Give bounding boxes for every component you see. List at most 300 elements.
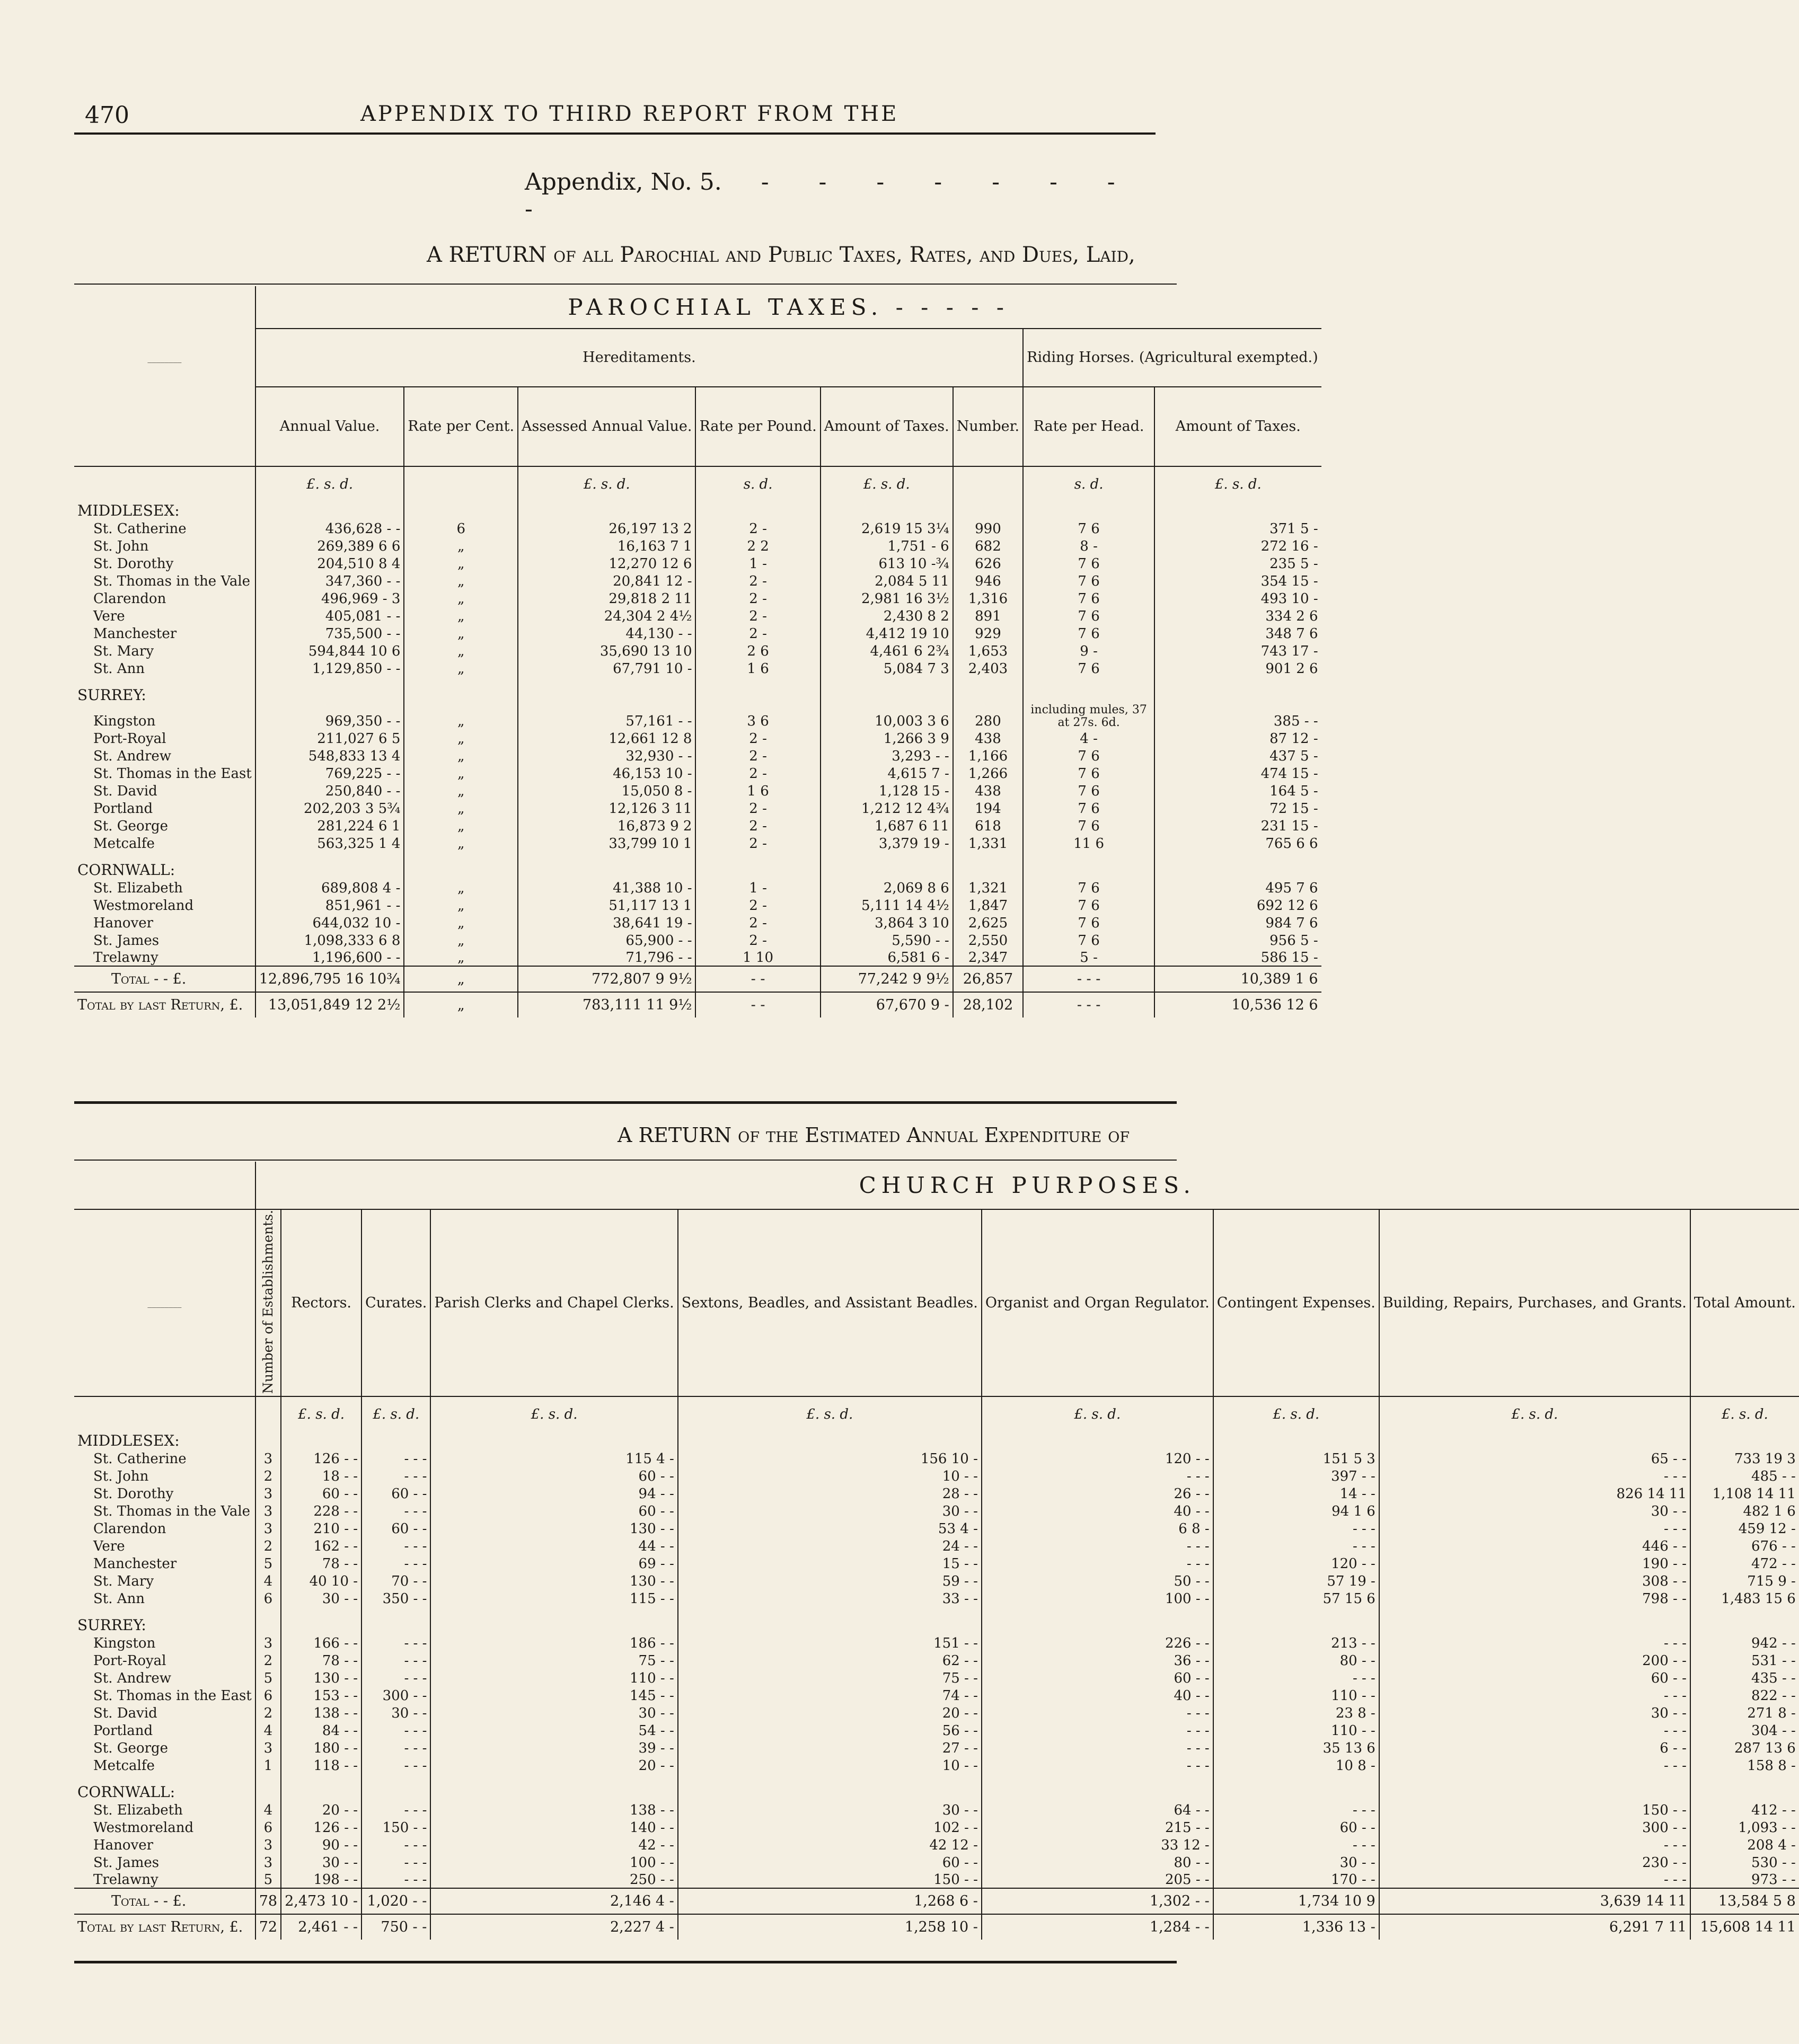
- curates-cell: - - -: [361, 1669, 430, 1686]
- amount-of-taxes-cell: 3,293 - -: [821, 747, 953, 764]
- assessed-value-cell: 16,163 7 1: [518, 537, 695, 554]
- table-row: [74, 642, 1321, 659]
- building-cell: 6 - -: [1379, 1739, 1690, 1756]
- horse-number-cell: 946: [953, 572, 1023, 589]
- county-section-row: [74, 852, 1321, 879]
- table-row: [74, 879, 1321, 896]
- rectors-cell: 162 - -: [281, 1537, 361, 1554]
- assessed-value-cell: 57,161 - -: [518, 704, 695, 729]
- rate-per-pound-cell: 2 -: [695, 914, 820, 931]
- curates-cell: 60 - -: [361, 1519, 430, 1537]
- rate-per-cent-cell: „: [404, 879, 518, 896]
- amount-of-taxes-cell: 4,461 6 2¾: [821, 642, 953, 659]
- parish-name: St. David: [93, 783, 157, 799]
- unit-label: £. s. d.: [1690, 1396, 1799, 1422]
- organist-cell: 1,284 - -: [982, 1914, 1213, 1940]
- building-cell: - - -: [1379, 1871, 1690, 1888]
- rate-per-head-cell: 7 6: [1023, 554, 1154, 572]
- establishments-cell: 5: [255, 1669, 281, 1686]
- rate-per-cent-cell: „: [404, 747, 518, 764]
- sextons-cell: 56 - -: [678, 1721, 982, 1739]
- contingent-cell: 57 19 -: [1213, 1572, 1379, 1589]
- contingent-cell: 23 8 -: [1213, 1704, 1379, 1721]
- horse-amount-cell: 474 15 -: [1154, 764, 1321, 782]
- horse-number-cell: 26,857: [953, 966, 1023, 992]
- rectors-cell: 138 - -: [281, 1704, 361, 1721]
- unit-label: £. s. d.: [281, 1396, 361, 1422]
- establishments-cell: 1: [255, 1756, 281, 1774]
- curates-cell: - - -: [361, 1853, 430, 1871]
- organist-cell: 50 - -: [982, 1572, 1213, 1589]
- organist-cell: 60 - -: [982, 1669, 1213, 1686]
- contingent-cell: 94 1 6: [1213, 1502, 1379, 1519]
- parish-name: St. Elizabeth: [93, 880, 183, 896]
- county-section-row: [74, 1774, 1799, 1801]
- assessed-value-cell: 71,796 - -: [518, 949, 695, 966]
- curates-cell: - - -: [361, 1554, 430, 1572]
- stub-rule-2: ________: [147, 1298, 182, 1308]
- total-amount-cell: 472 - -: [1690, 1554, 1799, 1572]
- curates-cell: 60 - -: [361, 1484, 430, 1502]
- rate-per-head-cell: 7 6: [1023, 659, 1154, 677]
- col-contingent: Contingent Expenses.: [1213, 1209, 1379, 1396]
- unit-label: £. s. d.: [518, 466, 695, 492]
- rate-per-pound-cell: 2 -: [695, 624, 820, 642]
- unit-label: £. s. d.: [821, 466, 953, 492]
- horse-number-cell: 618: [953, 817, 1023, 834]
- organist-cell: 1,302 - -: [982, 1888, 1213, 1914]
- rectors-cell: 118 - -: [281, 1756, 361, 1774]
- assessed-value-cell: 12,270 12 6: [518, 554, 695, 572]
- organist-cell: 226 - -: [982, 1634, 1213, 1651]
- amount-of-taxes-cell: 4,412 19 10: [821, 624, 953, 642]
- rate-per-cent-cell: 6: [404, 519, 518, 537]
- sextons-cell: 24 - -: [678, 1537, 982, 1554]
- total-amount-cell: 942 - -: [1690, 1634, 1799, 1651]
- organist-cell: 6 8 -: [982, 1519, 1213, 1537]
- contingent-cell: - - -: [1213, 1537, 1379, 1554]
- curates-cell: - - -: [361, 1651, 430, 1669]
- curates-cell: 750 - -: [361, 1914, 430, 1940]
- contingent-cell: 10 8 -: [1213, 1756, 1379, 1774]
- organist-cell: 100 - -: [982, 1589, 1213, 1607]
- table-row: [74, 1801, 1799, 1818]
- horse-number-cell: 891: [953, 607, 1023, 624]
- annual-value-cell: 735,500 - -: [255, 624, 404, 642]
- rate-per-pound-cell: 2 -: [695, 729, 820, 747]
- establishments-cell: 4: [255, 1801, 281, 1818]
- rate-per-head-cell: 7 6: [1023, 782, 1154, 799]
- horse-number-cell: 1,316: [953, 589, 1023, 607]
- total-amount-cell: 822 - -: [1690, 1686, 1799, 1704]
- rate-per-pound-cell: 3 6: [695, 704, 820, 729]
- total-amount-cell: 1,108 14 11: [1690, 1484, 1799, 1502]
- building-cell: - - -: [1379, 1634, 1690, 1651]
- horse-number-cell: 280: [953, 704, 1023, 729]
- rate-per-pound-cell: 2 6: [695, 642, 820, 659]
- contingent-cell: - - -: [1213, 1836, 1379, 1853]
- rectors-cell: 20 - -: [281, 1801, 361, 1818]
- amount-of-taxes-cell: 5,111 14 4½: [821, 896, 953, 914]
- contingent-cell: 110 - -: [1213, 1686, 1379, 1704]
- parish-name: Kingston: [93, 1635, 156, 1652]
- rate-per-head-cell: 7 6: [1023, 747, 1154, 764]
- total-amount-cell: 1,483 15 6: [1690, 1589, 1799, 1607]
- horse-number-cell: 929: [953, 624, 1023, 642]
- contingent-cell: 35 13 6: [1213, 1739, 1379, 1756]
- rate-per-cent-cell: „: [404, 992, 518, 1017]
- organist-cell: 215 - -: [982, 1818, 1213, 1836]
- parish-name: St. Mary: [93, 1573, 154, 1590]
- total-amount-cell: 530 - -: [1690, 1853, 1799, 1871]
- annual-value-cell: 13,051,849 12 2½: [255, 992, 404, 1017]
- table-row: [74, 931, 1321, 949]
- rectors-cell: 126 - -: [281, 1818, 361, 1836]
- building-cell: 65 - -: [1379, 1449, 1690, 1467]
- table-row: [74, 1651, 1799, 1669]
- horse-amount-cell: 272 16 -: [1154, 537, 1321, 554]
- establishments-cell: 3: [255, 1739, 281, 1756]
- horse-amount-cell: 348 7 6: [1154, 624, 1321, 642]
- establishments-cell: 72: [255, 1914, 281, 1940]
- county-heading: MIDDLESEX:: [77, 1432, 180, 1450]
- building-cell: - - -: [1379, 1686, 1690, 1704]
- col-amount-of-taxes: Amount of Taxes.: [821, 387, 953, 466]
- rate-per-head-cell: - - -: [1023, 966, 1154, 992]
- parish-name: St. David: [93, 1705, 157, 1722]
- amount-of-taxes-cell: 5,084 7 3: [821, 659, 953, 677]
- assessed-value-cell: 783,111 11 9½: [518, 992, 695, 1017]
- curates-cell: - - -: [361, 1537, 430, 1554]
- table-row: [74, 1449, 1799, 1467]
- stub-rule: ________: [147, 352, 182, 363]
- clerks-cell: 30 - -: [430, 1704, 677, 1721]
- rate-per-cent-cell: „: [404, 817, 518, 834]
- annual-value-cell: 202,203 3 5¾: [255, 799, 404, 817]
- rate-per-head-cell: including mules, 37 at 27s. 6d.: [1023, 704, 1154, 729]
- table-row: [74, 607, 1321, 624]
- horse-amount-cell: 743 17 -: [1154, 642, 1321, 659]
- assessed-value-cell: 67,791 10 -: [518, 659, 695, 677]
- total-label: Total - - £.: [74, 966, 255, 992]
- building-cell: 826 14 11: [1379, 1484, 1690, 1502]
- horse-number-cell: 1,266: [953, 764, 1023, 782]
- horse-number-cell: 1,653: [953, 642, 1023, 659]
- horse-amount-cell: 692 12 6: [1154, 896, 1321, 914]
- rate-per-cent-cell: „: [404, 834, 518, 852]
- last-return-row: [74, 992, 1321, 1017]
- building-cell: 446 - -: [1379, 1537, 1690, 1554]
- page-number: 470: [85, 102, 129, 129]
- col-rate-per-head: Rate per Head.: [1023, 387, 1154, 466]
- rectors-cell: 166 - -: [281, 1634, 361, 1651]
- county-section-row: [74, 1422, 1799, 1449]
- amount-of-taxes-cell: 613 10 -¾: [821, 554, 953, 572]
- col-rectors: Rectors.: [281, 1209, 361, 1396]
- sextons-cell: 27 - -: [678, 1739, 982, 1756]
- annual-value-cell: 250,840 - -: [255, 782, 404, 799]
- rectors-cell: 180 - -: [281, 1739, 361, 1756]
- sextons-cell: 59 - -: [678, 1572, 982, 1589]
- building-cell: 230 - -: [1379, 1853, 1690, 1871]
- rectors-cell: 210 - -: [281, 1519, 361, 1537]
- organist-cell: 40 - -: [982, 1686, 1213, 1704]
- parish-name: Clarendon: [93, 591, 166, 607]
- rate-per-cent-cell: „: [404, 782, 518, 799]
- organist-cell: - - -: [982, 1467, 1213, 1484]
- running-title: APPENDIX TO THIRD REPORT FROM THE: [360, 102, 899, 126]
- amount-of-taxes-cell: 2,084 5 11: [821, 572, 953, 589]
- table-row: [74, 1853, 1799, 1871]
- curates-cell: 300 - -: [361, 1686, 430, 1704]
- contingent-cell: 397 - -: [1213, 1467, 1379, 1484]
- table-row: [74, 589, 1321, 607]
- total-amount-cell: 208 4 -: [1690, 1836, 1799, 1853]
- unit-label: [255, 1396, 281, 1422]
- parish-name: St. Thomas in the Vale: [93, 1503, 251, 1520]
- sextons-cell: 15 - -: [678, 1554, 982, 1572]
- parish-name: St. Dorothy: [93, 1486, 174, 1502]
- return2-title: A RETURN of the Estimated Annual Expenditure of: [618, 1123, 1130, 1147]
- parish-name: Metcalfe: [93, 1758, 155, 1774]
- assessed-value-cell: 46,153 10 -: [518, 764, 695, 782]
- contingent-cell: 1,734 10 9: [1213, 1888, 1379, 1914]
- county-section-row: [74, 492, 1321, 519]
- establishments-cell: 6: [255, 1589, 281, 1607]
- rate-per-pound-cell: - -: [695, 992, 820, 1017]
- clerks-cell: 20 - -: [430, 1756, 677, 1774]
- last-return-label: Total by last Return, £.: [74, 992, 255, 1017]
- parish-name: St. Thomas in the East: [93, 766, 252, 782]
- rectors-cell: 2,473 10 -: [281, 1888, 361, 1914]
- parish-name: St. Ann: [93, 1591, 145, 1607]
- col-rate-per-cent: Rate per Cent.: [404, 387, 518, 466]
- establishments-cell: 4: [255, 1572, 281, 1589]
- clerks-cell: 60 - -: [430, 1502, 677, 1519]
- rate-per-head-cell: 7 6: [1023, 764, 1154, 782]
- rate-per-head-cell: 7 6: [1023, 931, 1154, 949]
- establishments-cell: 3: [255, 1502, 281, 1519]
- rectors-cell: 228 - -: [281, 1502, 361, 1519]
- parish-name: Manchester: [93, 626, 177, 642]
- parish-name: Portland: [93, 1723, 153, 1739]
- clerks-cell: 100 - -: [430, 1853, 677, 1871]
- parish-name: Hanover: [93, 1837, 154, 1854]
- curates-cell: - - -: [361, 1449, 430, 1467]
- table-row: [74, 554, 1321, 572]
- establishments-cell: 2: [255, 1537, 281, 1554]
- table-row: [74, 572, 1321, 589]
- col-establishments: Number of Establishments.: [255, 1209, 281, 1396]
- parish-name: Vere: [93, 608, 125, 624]
- table-row: [74, 1669, 1799, 1686]
- organist-cell: - - -: [982, 1721, 1213, 1739]
- rate-per-cent-cell: „: [404, 966, 518, 992]
- clerks-cell: 110 - -: [430, 1669, 677, 1686]
- last-return-row: [74, 1914, 1799, 1940]
- table1-bottom-rule: [74, 1101, 1177, 1104]
- assessed-value-cell: 51,117 13 1: [518, 896, 695, 914]
- establishments-cell: 3: [255, 1519, 281, 1537]
- parish-name: St. John: [93, 1468, 149, 1485]
- parish-name: Metcalfe: [93, 836, 155, 852]
- curates-cell: - - -: [361, 1467, 430, 1484]
- establishments-cell: 6: [255, 1818, 281, 1836]
- horse-number-cell: 626: [953, 554, 1023, 572]
- rate-per-cent-cell: „: [404, 572, 518, 589]
- total-amount-cell: 733 19 3: [1690, 1449, 1799, 1467]
- amount-of-taxes-cell: 5,590 - -: [821, 931, 953, 949]
- amount-of-taxes-cell: 4,615 7 -: [821, 764, 953, 782]
- contingent-cell: 30 - -: [1213, 1853, 1379, 1871]
- assessed-value-cell: 12,126 3 11: [518, 799, 695, 817]
- rectors-cell: 40 10 -: [281, 1572, 361, 1589]
- amount-of-taxes-cell: 1,687 6 11: [821, 817, 953, 834]
- rate-per-pound-cell: 2 -: [695, 589, 820, 607]
- total-amount-cell: 482 1 6: [1690, 1502, 1799, 1519]
- building-cell: - - -: [1379, 1721, 1690, 1739]
- parish-name: Port-Royal: [93, 731, 166, 747]
- county-heading: SURREY:: [77, 1616, 146, 1634]
- unit-label: £. s. d.: [1213, 1396, 1379, 1422]
- annual-value-cell: 548,833 13 4: [255, 747, 404, 764]
- parochial-taxes-title: PAROCHIAL TAXES. - - - - -: [255, 286, 1321, 329]
- rate-per-pound-cell: 2 -: [695, 817, 820, 834]
- establishments-cell: 2: [255, 1651, 281, 1669]
- curates-cell: - - -: [361, 1871, 430, 1888]
- col-annual-value: Annual Value.: [255, 387, 404, 466]
- building-cell: - - -: [1379, 1836, 1690, 1853]
- assessed-value-cell: 65,900 - -: [518, 931, 695, 949]
- total-row: [74, 966, 1321, 992]
- amount-of-taxes-cell: 77,242 9 9½: [821, 966, 953, 992]
- sextons-cell: 10 - -: [678, 1467, 982, 1484]
- parish-name: St. Mary: [93, 643, 154, 659]
- unit-label: [404, 466, 518, 492]
- clerks-cell: 75 - -: [430, 1651, 677, 1669]
- appendix-label: Appendix, No. 5. - - - - - - - -: [525, 169, 1136, 223]
- establishments-cell: 5: [255, 1871, 281, 1888]
- sextons-cell: 102 - -: [678, 1818, 982, 1836]
- parish-name: Trelawny: [93, 950, 158, 966]
- table-row: [74, 1467, 1799, 1484]
- total-amount-cell: 973 - -: [1690, 1871, 1799, 1888]
- rectors-cell: 153 - -: [281, 1686, 361, 1704]
- rate-per-pound-cell: - -: [695, 966, 820, 992]
- annual-value-cell: 269,389 6 6: [255, 537, 404, 554]
- parish-name: Port-Royal: [93, 1653, 166, 1669]
- rate-per-cent-cell: „: [404, 896, 518, 914]
- clerks-cell: 44 - -: [430, 1537, 677, 1554]
- rate-per-pound-cell: 2 2: [695, 537, 820, 554]
- parish-name: St. Dorothy: [93, 556, 174, 572]
- table-row: [74, 659, 1321, 677]
- contingent-cell: 60 - -: [1213, 1818, 1379, 1836]
- parish-name: St. Thomas in the Vale: [93, 573, 251, 589]
- curates-cell: 1,020 - -: [361, 1888, 430, 1914]
- contingent-cell: 213 - -: [1213, 1634, 1379, 1651]
- county-heading: MIDDLESEX:: [77, 502, 180, 519]
- unit-label: £. s. d.: [1379, 1396, 1690, 1422]
- total-amount-cell: 485 - -: [1690, 1467, 1799, 1484]
- clerks-cell: 42 - -: [430, 1836, 677, 1853]
- curates-cell: 350 - -: [361, 1589, 430, 1607]
- organist-cell: 120 - -: [982, 1449, 1213, 1467]
- parish-name: St. John: [93, 538, 149, 554]
- annual-value-cell: 1,196,600 - -: [255, 949, 404, 966]
- annual-value-cell: 644,032 10 -: [255, 914, 404, 931]
- annual-value-cell: 281,224 6 1: [255, 817, 404, 834]
- county-heading: CORNWALL:: [77, 861, 175, 879]
- annual-value-cell: 211,027 6 5: [255, 729, 404, 747]
- county-section-row: [74, 1607, 1799, 1634]
- rate-per-head-cell: 7 6: [1023, 914, 1154, 931]
- sextons-cell: 62 - -: [678, 1651, 982, 1669]
- parish-name: Hanover: [93, 915, 154, 931]
- sextons-cell: 150 - -: [678, 1871, 982, 1888]
- rate-per-cent-cell: „: [404, 642, 518, 659]
- building-cell: 60 - -: [1379, 1669, 1690, 1686]
- organist-cell: 80 - -: [982, 1853, 1213, 1871]
- amount-of-taxes-cell: 1,751 - 6: [821, 537, 953, 554]
- annual-value-cell: 405,081 - -: [255, 607, 404, 624]
- building-cell: - - -: [1379, 1467, 1690, 1484]
- curates-cell: - - -: [361, 1836, 430, 1853]
- sextons-cell: 1,268 6 -: [678, 1888, 982, 1914]
- horse-amount-cell: 10,389 1 6: [1154, 966, 1321, 992]
- curates-cell: - - -: [361, 1756, 430, 1774]
- col-horse-amount: Amount of Taxes.: [1154, 387, 1321, 466]
- rate-per-cent-cell: „: [404, 931, 518, 949]
- annual-value-cell: 496,969 - 3: [255, 589, 404, 607]
- total-amount-cell: 715 9 -: [1690, 1572, 1799, 1589]
- rate-per-head-cell: 5 -: [1023, 949, 1154, 966]
- horse-amount-cell: 235 5 -: [1154, 554, 1321, 572]
- assessed-value-cell: 33,799 10 1: [518, 834, 695, 852]
- establishments-cell: 3: [255, 1836, 281, 1853]
- clerks-cell: 130 - -: [430, 1519, 677, 1537]
- assessed-value-cell: 44,130 - -: [518, 624, 695, 642]
- horse-number-cell: 990: [953, 519, 1023, 537]
- horse-number-cell: 1,331: [953, 834, 1023, 852]
- horse-amount-cell: 956 5 -: [1154, 931, 1321, 949]
- last-return-label: Total by last Return, £.: [74, 1914, 255, 1940]
- rate-per-pound-cell: 2 -: [695, 896, 820, 914]
- horse-number-cell: 2,625: [953, 914, 1023, 931]
- horse-amount-cell: 354 15 -: [1154, 572, 1321, 589]
- horse-number-cell: 28,102: [953, 992, 1023, 1017]
- table-row: [74, 624, 1321, 642]
- rate-per-pound-cell: 2 -: [695, 519, 820, 537]
- clerks-cell: 130 - -: [430, 1572, 677, 1589]
- sextons-cell: 20 - -: [678, 1704, 982, 1721]
- unit-label: s. d.: [695, 466, 820, 492]
- curates-cell: 70 - -: [361, 1572, 430, 1589]
- contingent-cell: 170 - -: [1213, 1871, 1379, 1888]
- annual-value-cell: 563,325 1 4: [255, 834, 404, 852]
- establishments-cell: 3: [255, 1634, 281, 1651]
- sextons-cell: 30 - -: [678, 1801, 982, 1818]
- col-rate-per-pound: Rate per Pound.: [695, 387, 820, 466]
- clerks-cell: 138 - -: [430, 1801, 677, 1818]
- church-purposes-title: CHURCH PURPOSES.: [255, 1162, 1799, 1209]
- hereditaments-header: Hereditaments.: [255, 329, 1023, 387]
- rate-per-cent-cell: „: [404, 914, 518, 931]
- col-building: Building, Repairs, Purchases, and Grants.: [1379, 1209, 1690, 1396]
- contingent-cell: 151 5 3: [1213, 1449, 1379, 1467]
- rate-per-pound-cell: 2 -: [695, 572, 820, 589]
- contingent-cell: 57 15 6: [1213, 1589, 1379, 1607]
